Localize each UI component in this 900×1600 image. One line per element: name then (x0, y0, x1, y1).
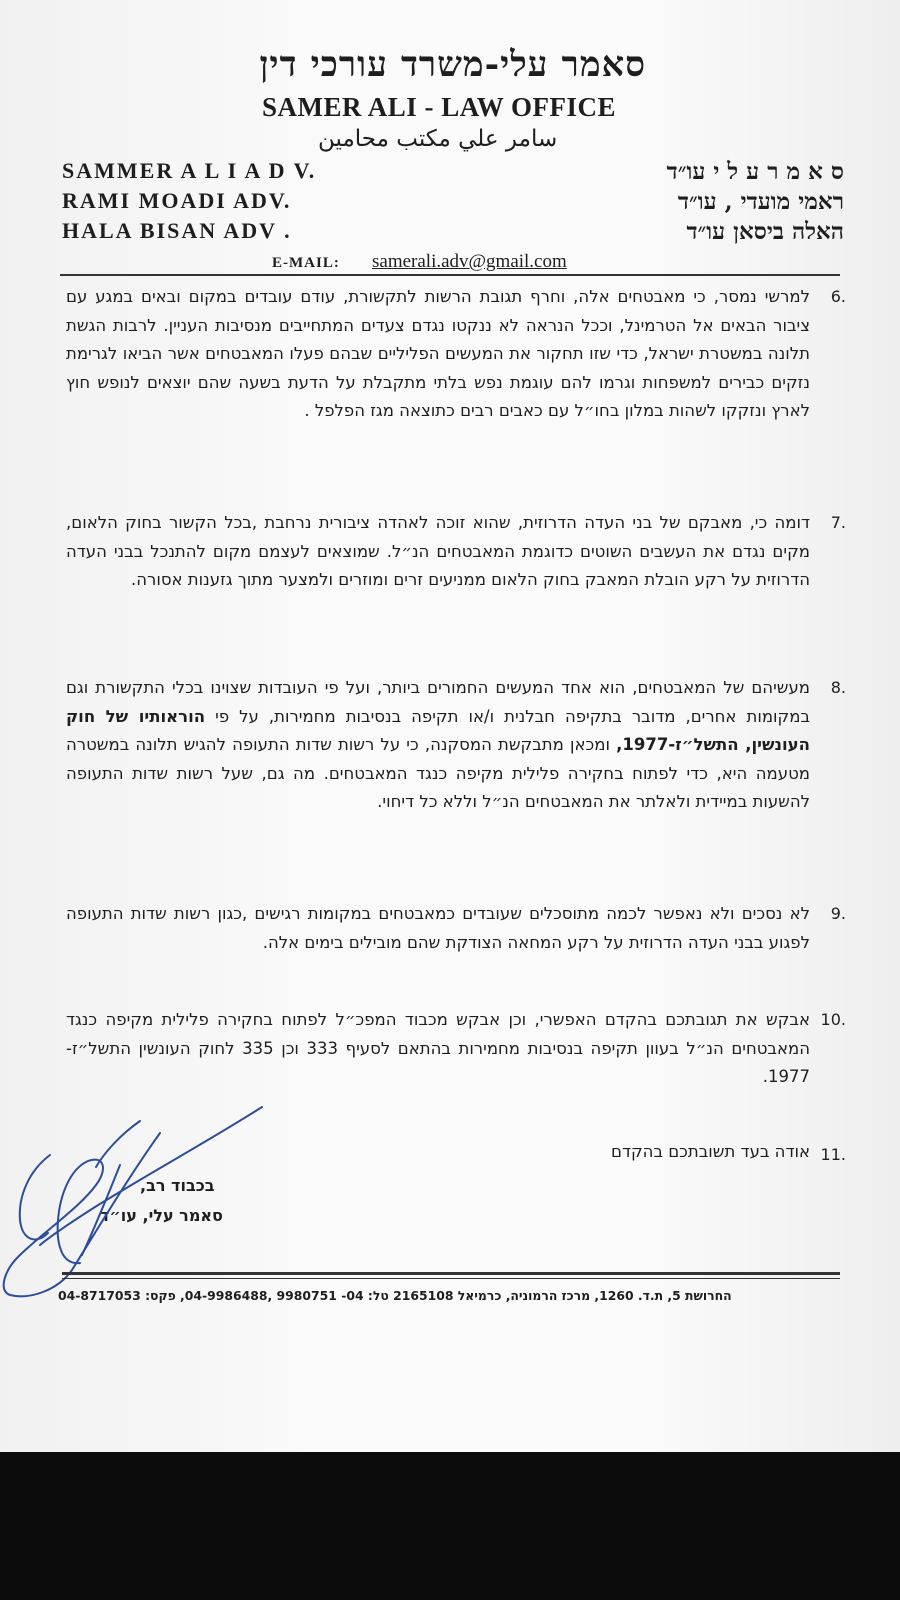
signature-regards: בכבוד רב, (140, 1176, 215, 1195)
email-link[interactable]: samerali.adv@gmail.com (372, 251, 567, 272)
law-reference-bold: הוראותיו של חוק העונשין, התשל״ז-1977, (66, 706, 810, 754)
paragraph-8-text-start: מעשיהם של המאבטחים, הוא אחד המעשים החמורים ביותר, ועל פי העובדות שצוינו בכלי התקשורת וגם במקומות אחרים, מדובר בתקיפה חבלנית ו/או תקיפה בנסיבות מחמירות, על פי (66, 678, 810, 726)
header-divider (60, 274, 840, 276)
footer-contact: החרושת 5, ת.ד. 1260, מרכז הרמוניה, כרמיאל 2165108 טל: 04- 9980751 ,04-9986488, פקס: 04-8717053 (58, 1288, 732, 1303)
lawyer-name-he-1: ס א מ ר ע ל י עו״ד (666, 158, 844, 185)
lawyer-name-en-1: SAMMER A L I A D V. (62, 158, 317, 183)
paragraph-10: אבקש את תגובתכם בהקדם האפשרי, וכן אבקש מכבוד המפכ״ל לפתוח בחקירה פלילית מקיפה כנגד המאבטחים הנ״ל בעוון תקיפה בנסיבות מחמירות בהתאם לסעיף 333 וכן 335 לחוק העונשין התשל״ז- 1977. (66, 1010, 810, 1086)
paragraph-number-10: 10. (820, 1010, 846, 1029)
letterhead-arabic-title: سامر علي مكتب محامين (318, 126, 558, 152)
paragraph-number-8: 8. (830, 678, 846, 697)
paragraph-9: לא נסכים ולא נאפשר לכמה מתוסכלים שעובדים כמאבטחים במקומות רגישים ,כגון רשות שדות התעופה לפגוע בבני העדה הדרוזית על רקע המחאה הצודקת שהם מובילים בימים אלה. (66, 904, 810, 952)
footer-divider (62, 1272, 840, 1275)
paragraph-8-text-end: ומכאן מתבקשת המסקנה, כי על רשות שדות התעופה להגיש תלונה במשטרה מטעמה היא, כדי לפתוח בחקירה פלילית מקיפה כנגד המאבטחים. מה גם, שעל רשות שדות התעופה להשעות במיידית ולאלתר את המאבטחים הנ״ל וללא כל דיחוי. (66, 735, 810, 811)
letterhead-english-title: SAMER ALI - LAW OFFICE (262, 92, 617, 122)
footer-divider-thin (62, 1278, 840, 1279)
paragraph-number-11: 11. (820, 1145, 846, 1164)
letterhead-hebrew-title: סאמר עלי-משרד עורכי דין (259, 44, 646, 85)
closing-line: אודה בעד תשובתכם בהקדם (611, 1142, 810, 1161)
lawyer-name-en-3: HALA BISAN ADV . (62, 218, 292, 243)
paragraph-number-9: 9. (830, 904, 846, 923)
paragraph-7: דומה כי, מאבקם של בני העדה הדרוזית, שהוא זוכה לאהדה ציבורית נרחבת ,בכל הקשור בחוק הלאום, מקים נגדם את העשבים השוטים כדוגמת המאבטחים הנ״ל. שמוצאים לעצמם מקום להתנכל בבני העדה הדרוזית על רקע הובלת המאבק בחוק הלאום ממניעים זרים ומוזרים ולמצער מתוך גזענות אסורה. (66, 513, 810, 589)
paragraph-number-6: 6. (830, 287, 846, 306)
paragraph-8 (66, 674, 810, 817)
lawyer-name-he-3: האלה ביסאן עו״ד (686, 218, 844, 245)
email-label: E-MAIL: (272, 255, 340, 271)
paragraph-6: למרשי נמסר, כי מאבטחים אלה, וחרף תגובת הרשות לתקשורת, עודם עובדים במקום ובאים במגע עם ציבור הבאים אל הטרמינל, וככל הנראה לא ננקטו נגדם צעדים המתחייבים מנסיבות העניין. לרבות הגשת תלונה במשטרת ישראל, כדי שזו תחקור את המעשים הפליליים שבהם פעלו המאבטחים אשר הביאו לגרימת נזקים כבירים למשפחות וגרמו להם עוגמת נפש בלתי מתקבלת על הדעת בשעה שהם יוצאים לנופש חוץ לארץ ונזקקו לשהות במלון בחו״ל עם כאבים רבים כתוצאה מגז הפלפל . (66, 287, 810, 420)
lawyer-name-he-2: ראמי מועדי , עו״ד (677, 188, 844, 215)
lawyer-name-en-2: RAMI MOADI ADV. (62, 188, 292, 213)
signature-name: סאמר עלי, עו״ד (100, 1206, 223, 1225)
paragraph-number-7: 7. (830, 513, 846, 532)
